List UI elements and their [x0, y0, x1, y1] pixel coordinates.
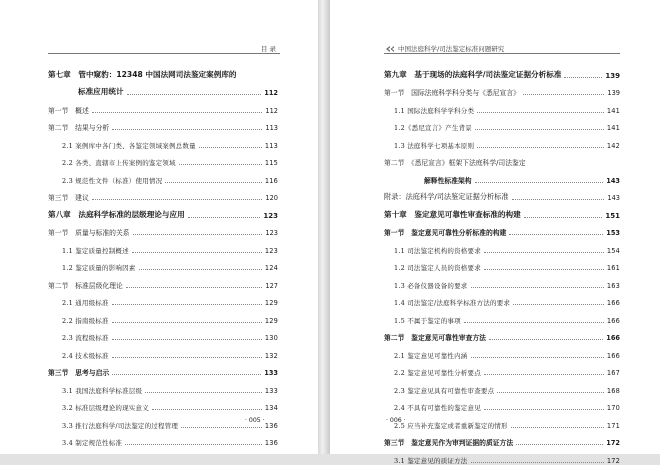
toc-entry[interactable]: [48, 377, 278, 395]
toc-entry[interactable]: [48, 342, 278, 360]
toc-entry-page: 130: [264, 334, 278, 342]
dot-leader: [92, 199, 263, 200]
toc-entry-label: 1.1 司法鉴定机构的资格要求: [394, 246, 481, 255]
toc-entry[interactable]: [384, 395, 620, 413]
dot-leader: [188, 217, 261, 218]
toc-entry-label: 2.1 案例库中各门类、各鉴定领域案例总数量: [62, 141, 196, 150]
toc-entry-label: 第二节 标准层级化理论: [48, 281, 123, 290]
toc-entry-page: 134: [264, 404, 278, 412]
toc-entry-label: 第三节 鉴定意见作为审判证据的质证方法: [384, 439, 514, 447]
toc-entry-page: 167: [606, 369, 620, 377]
toc-entry-label: 2.3 流程级标准: [62, 334, 109, 342]
toc-entry-page: 170: [606, 404, 620, 412]
toc-entry[interactable]: [384, 97, 620, 115]
toc-entry-label: 第一节 概述: [48, 106, 89, 115]
toc-entry[interactable]: [384, 220, 620, 238]
toc-entry[interactable]: [48, 255, 278, 273]
toc-entry-label: 2.4 不具有可靠性的鉴定意见: [394, 404, 481, 412]
toc-entry-page: 112: [264, 89, 278, 97]
toc-entry[interactable]: [48, 220, 278, 238]
toc-entry[interactable]: [48, 272, 278, 290]
dot-leader: [92, 112, 263, 113]
dot-leader: [523, 94, 604, 95]
dot-leader: [145, 392, 262, 393]
toc-entry[interactable]: [384, 115, 620, 133]
toc-entry-label: 1.2《悉尼宣言》产生背景: [394, 124, 472, 132]
toc-entry-label: 1.2 鉴定质量的影响因素: [62, 264, 136, 272]
dot-leader: [564, 77, 602, 78]
dot-leader: [112, 322, 262, 323]
toc-entry-label: 1.3 必备仪器设备的要求: [394, 281, 468, 290]
dot-leader: [152, 409, 262, 410]
toc-entry-page: 166: [606, 334, 620, 342]
toc-entry[interactable]: [384, 325, 620, 343]
toc-entry-page: 129: [264, 316, 278, 325]
dot-leader: [112, 129, 262, 130]
toc-entry-label: 2.2 各类、直辖市上传案例的鉴定领域: [62, 159, 176, 167]
toc-entry-page: 153: [606, 229, 620, 237]
toc-entry-page: 123: [263, 211, 278, 220]
toc-entry-page: 127: [265, 281, 278, 290]
toc-entry-page: 133: [264, 369, 278, 377]
dot-leader: [112, 304, 262, 305]
dot-leader: [464, 322, 604, 323]
toc-entry[interactable]: [48, 97, 278, 115]
toc-entry[interactable]: [384, 167, 620, 185]
toc-entry[interactable]: [384, 290, 620, 308]
header-rule: [384, 53, 620, 54]
toc-entry-label: 第十章 鉴定意见可靠性审查标准的构建: [384, 209, 521, 219]
toc-entry-label: 1.4 司法鉴定/法庭科学标准方法的要求: [394, 299, 511, 307]
dot-leader: [112, 339, 262, 340]
dot-leader: [484, 409, 604, 410]
dot-leader: [477, 112, 604, 113]
dot-leader: [513, 304, 604, 305]
toc-entry-page: 123: [265, 229, 278, 237]
toc-entry[interactable]: [384, 62, 620, 80]
dot-leader: [512, 199, 605, 200]
toc-entry[interactable]: [48, 395, 278, 413]
dot-leader: [516, 444, 603, 445]
toc-entry[interactable]: [384, 377, 620, 395]
toc-entry-page: 115: [264, 159, 278, 167]
dot-leader: [475, 182, 604, 183]
toc-entry-label: 第一节 质量与标准的关系: [48, 229, 130, 237]
dot-leader: [165, 182, 262, 183]
dot-leader: [199, 147, 262, 148]
toc-entry-label: 第二节 鉴定意见可靠性审查方法: [384, 334, 486, 342]
toc-entry-label: 2.3 鉴定意见具有可靠性审查要点: [394, 386, 495, 395]
toc-entry-page: 136: [264, 421, 278, 430]
toc-entry-label: 2.3 规范性文件（标准）使用情况: [62, 176, 163, 185]
dot-leader: [471, 462, 604, 463]
header-rule: [48, 53, 280, 54]
toc-entry[interactable]: [384, 307, 620, 325]
toc-entry-page: 154: [606, 246, 620, 255]
toc-entry[interactable]: [48, 150, 278, 168]
toc-entry-page: 151: [605, 211, 620, 220]
toc-entry[interactable]: [48, 115, 278, 133]
dot-leader: [125, 444, 262, 445]
toc-entry-page: 168: [606, 386, 620, 395]
toc-entry-label: 2.1 鉴定意见可靠性内涵: [394, 351, 468, 360]
dot-leader: [477, 147, 604, 148]
toc-entry-page: 133: [264, 386, 278, 395]
dot-leader: [132, 252, 262, 253]
dot-leader: [484, 269, 604, 270]
dot-leader: [112, 374, 261, 375]
toc-entry[interactable]: [384, 255, 620, 273]
toc-entry-label: 标准应用统计: [78, 87, 124, 96]
toc-list-right: [384, 62, 620, 465]
toc-entry[interactable]: [48, 237, 278, 255]
toc-entry-page: 166: [606, 316, 620, 325]
toc-entry-label: 2.4 技术级标准: [62, 351, 109, 360]
toc-entry-label: 第八章 法庭科学标准的层级理论与应用: [48, 209, 185, 219]
toc-entry[interactable]: [384, 360, 620, 378]
toc-entry-page: 139: [605, 71, 620, 80]
dot-leader: [489, 339, 603, 340]
toc-entry[interactable]: [384, 272, 620, 290]
toc-entry-label: 1.2 司法鉴定人员的资格要求: [394, 264, 481, 272]
toc-entry-page: 143: [607, 194, 620, 202]
dot-leader: [484, 374, 604, 375]
toc-entry[interactable]: [384, 150, 620, 168]
toc-entry[interactable]: [48, 202, 278, 220]
toc-entry-label: 解释性标准架构: [424, 176, 472, 185]
toc-entry-label: 2.2 鉴定意见可靠性分析要点: [394, 369, 481, 377]
toc-entry[interactable]: [48, 80, 278, 98]
dot-leader: [471, 287, 604, 288]
toc-entry-page: 120: [265, 194, 278, 202]
toc-entry-page: 123: [264, 246, 278, 255]
toc-entry-label: 3.3 推行法庭科学/司法鉴定的过程管理: [62, 421, 179, 430]
toc-entry[interactable]: [384, 132, 620, 150]
dot-leader: [509, 234, 603, 235]
toc-entry-page: 112: [265, 106, 278, 115]
toc-entry-page: 116: [264, 176, 278, 185]
toc-entry-page: 113: [265, 124, 278, 132]
toc-entry-page: 172: [606, 439, 620, 447]
toc-entry-label: 2.1 通用级标准: [62, 299, 109, 307]
toc-entry-label: 1.3 法庭科学七项基本原则: [394, 141, 475, 150]
toc-entry-page: 172: [606, 456, 620, 465]
toc-entry-label: 附录：法庭科学/司法鉴定证据分析标准: [384, 192, 509, 201]
toc-entry-label: 第二节 《悉尼宣言》框架下法庭科学/司法鉴定: [384, 159, 526, 167]
toc-entry-page: 139: [607, 89, 620, 97]
toc-entry-page: 141: [606, 124, 620, 132]
dot-leader: [475, 129, 604, 130]
toc-entry[interactable]: [384, 447, 620, 465]
toc-entry-page: 171: [606, 421, 620, 430]
toc-entry[interactable]: [48, 325, 278, 343]
left-page: [0, 0, 318, 454]
toc-entry-label: 第一节 鉴定意见可靠性分析标准的构建: [384, 229, 507, 237]
toc-entry[interactable]: [48, 412, 278, 430]
toc-entry-label: 1.1 国际法庭科学学科分类: [394, 106, 475, 115]
toc-entry-label: 第一节 国际法庭科学科分类与《悉尼宣言》: [384, 89, 520, 97]
dot-leader: [179, 164, 262, 165]
toc-entry-page: 141: [606, 106, 620, 115]
toc-entry-page: 124: [264, 264, 278, 272]
running-head-left: 目 录: [260, 45, 276, 53]
toc-entry-label: 1.1 鉴定质量控制概述: [62, 246, 129, 255]
toc-entry-label: 3.1 我国法庭科学标准层级: [62, 386, 143, 395]
dot-leader: [133, 234, 263, 235]
toc-entry-page: 113: [264, 141, 278, 150]
toc-entry-label: 3.2 标准层级理论的现实意义: [62, 404, 149, 412]
right-page: [330, 0, 660, 465]
toc-entry-label: 3.4 制定规范性标准: [62, 439, 123, 447]
dot-leader: [139, 269, 262, 270]
toc-entry[interactable]: [384, 237, 620, 255]
running-head-title: 中国法庭科学/司法鉴定标准问题研究: [398, 45, 505, 53]
dot-leader: [471, 357, 604, 358]
toc-entry-page: 166: [606, 351, 620, 360]
toc-entry[interactable]: [384, 80, 620, 98]
toc-entry[interactable]: [48, 307, 278, 325]
toc-entry[interactable]: [384, 342, 620, 360]
toc-entry[interactable]: [48, 430, 278, 448]
toc-entry-page: 163: [606, 281, 620, 290]
dot-leader: [181, 427, 262, 428]
toc-entry-page: 132: [264, 351, 278, 360]
toc-entry[interactable]: [384, 412, 620, 430]
dot-leader: [524, 217, 603, 218]
running-head-right: [386, 44, 504, 53]
chevron-logo-icon: [386, 46, 395, 52]
toc-entry-page: 129: [264, 299, 278, 307]
toc-entry[interactable]: [384, 202, 620, 220]
book-gutter: [318, 0, 330, 454]
toc-entry-label: 3.1 鉴定意见的质证方法: [394, 456, 468, 465]
dot-leader: [127, 94, 262, 95]
toc-entry-label: 第七章 管中窥豹：12348 中国法网司法鉴定案例库的: [48, 69, 237, 79]
toc-entry-page: 142: [606, 141, 620, 150]
toc-entry[interactable]: [48, 167, 278, 185]
toc-entry[interactable]: [48, 185, 278, 203]
page-number-left: · 005 ·: [245, 417, 265, 424]
toc-entry-label: 2.5 应当补充鉴定或者重新鉴定的情形: [394, 421, 508, 430]
toc-entry-label: 1.5 不属于鉴定的事项: [394, 316, 461, 325]
toc-entry[interactable]: [384, 430, 620, 448]
dot-leader: [126, 287, 263, 288]
toc-entry-page: 143: [606, 176, 620, 185]
toc-entry-label: 第二节 结果与分析: [48, 124, 110, 132]
toc-entry[interactable]: [48, 290, 278, 308]
dot-leader: [497, 392, 604, 393]
toc-entry-label: 第三节 思考与启示: [48, 369, 110, 377]
toc-entry[interactable]: [48, 62, 278, 80]
toc-entry-label: 第九章 基于现场的法庭科学/司法鉴定证据分析标准: [384, 69, 562, 79]
dot-leader: [484, 252, 604, 253]
toc-entry-page: 166: [606, 299, 620, 307]
toc-entry-label: 第三节 建议: [48, 194, 89, 202]
dot-leader: [511, 427, 604, 428]
toc-entry[interactable]: [384, 185, 620, 203]
dot-leader: [112, 357, 262, 358]
toc-entry[interactable]: [48, 132, 278, 150]
toc-entry[interactable]: [48, 360, 278, 378]
toc-list-left: [48, 62, 278, 447]
toc-entry-page: 161: [606, 264, 620, 272]
toc-entry-label: 2.2 指南级标准: [62, 316, 109, 325]
toc-entry-page: 136: [264, 439, 278, 447]
page-number-right: · 006 ·: [386, 417, 406, 424]
